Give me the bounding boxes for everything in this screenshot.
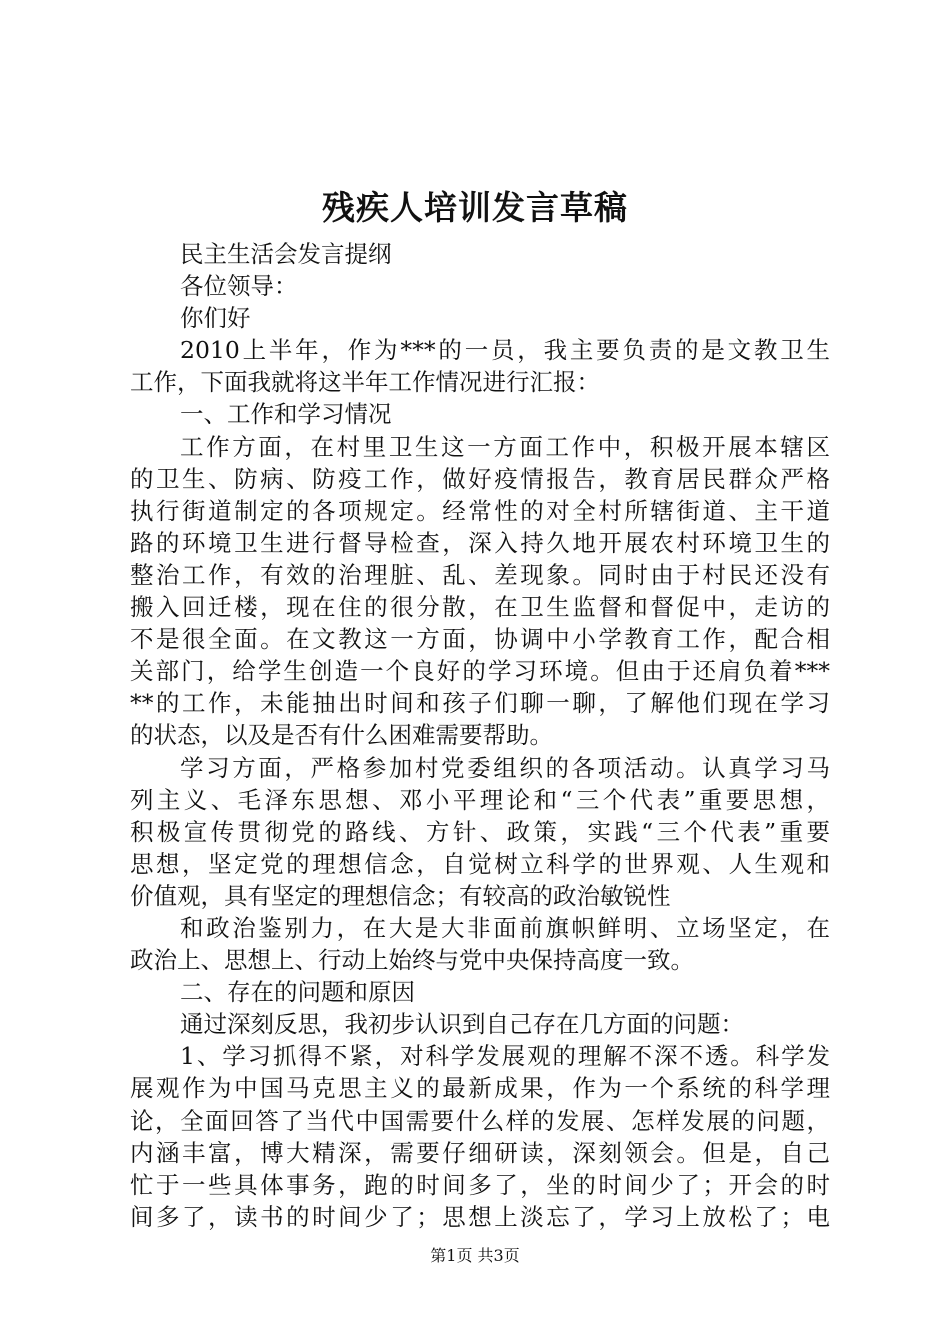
- text-line: 路的环境卫生进行督导检查，深入持久地开展农村环境卫生的: [130, 528, 830, 557]
- text-line: 内涵丰富，博大精深，需要仔细研读，深刻领会。但是，自己: [130, 1138, 830, 1167]
- text-line: 思想，坚定党的理想信念，自觉树立科学的世界观、人生观和: [130, 849, 830, 878]
- text-line: 论，全面回答了当代中国需要什么样的发展、怎样发展的问题，: [130, 1106, 830, 1135]
- text-line: 政治上、思想上、行动上始终与党中央保持高度一致。: [130, 946, 694, 975]
- text-line: 的状态，以及是否有什么困难需要帮助。: [130, 721, 553, 750]
- page-footer: 第1页 共3页: [430, 1246, 520, 1265]
- text-line: 整治工作，有效的治理脏、乱、差现象。同时由于村民还没有: [130, 560, 830, 589]
- text-line: 执行街道制定的各项规定。经常性的对全村所辖街道、主干道: [130, 496, 830, 525]
- text-line: 民主生活会发言提纲: [180, 240, 392, 268]
- text-line: 关部门，给学生创造一个良好的学习环境。但由于还肩负着***: [130, 657, 830, 686]
- text-line: 的卫生、防病、防疫工作，做好疫情报告，教育居民群众严格: [130, 464, 830, 493]
- text-line: 学习方面，严格参加村党委组织的各项活动。认真学习马: [180, 753, 830, 782]
- text-line: 不是很全面。在文教这一方面，协调中小学教育工作，配合相: [130, 625, 830, 654]
- text-line: 通过深刻反思，我初步认识到自己存在几方面的问题：: [180, 1010, 744, 1039]
- text-line: 搬入回迁楼，现在住的很分散，在卫生监督和督促中，走访的: [130, 593, 830, 622]
- text-line: 各位领导：: [180, 272, 298, 301]
- text-line: 1、学习抓得不紧，对科学发展观的理解不深不透。科学发: [180, 1042, 830, 1071]
- text-line: 和政治鉴别力，在大是大非面前旗帜鲜明、立场坚定，在: [180, 913, 830, 942]
- text-line: 价值观，具有坚定的理想信念；有较高的政治敏锐性: [130, 881, 671, 910]
- text-line: 间多了，读书的时间少了；思想上淡忘了，学习上放松了；电: [130, 1202, 830, 1231]
- text-line: 你们好: [180, 304, 251, 333]
- text-line: 列主义、毛泽东思想、邓小平理论和“三个代表”重要思想，: [130, 785, 830, 814]
- text-line: 2010上半年，作为***的一员，我主要负责的是文教卫生: [180, 336, 830, 365]
- text-line: 忙于一些具体事务，跑的时间多了，坐的时间少了；开会的时: [130, 1170, 830, 1199]
- document-title: 残疾人培训发言草稿: [322, 188, 628, 227]
- text-line: 工作方面，在村里卫生这一方面工作中，积极开展本辖区: [180, 432, 830, 461]
- text-line: 积极宣传贯彻党的路线、方针、政策，实践“三个代表”重要: [130, 817, 830, 846]
- text-line: 二、存在的问题和原因: [180, 978, 415, 1007]
- text-line: 工作，下面我就将这半年工作情况进行汇报：: [130, 368, 600, 397]
- document-body: [130, 238, 830, 1233]
- text-line: 一、工作和学习情况: [180, 400, 392, 429]
- text-line: 展观作为中国马克思主义的最新成果，作为一个系统的科学理: [130, 1074, 830, 1103]
- text-line: **的工作，未能抽出时间和孩子们聊一聊，了解他们现在学习: [130, 689, 830, 718]
